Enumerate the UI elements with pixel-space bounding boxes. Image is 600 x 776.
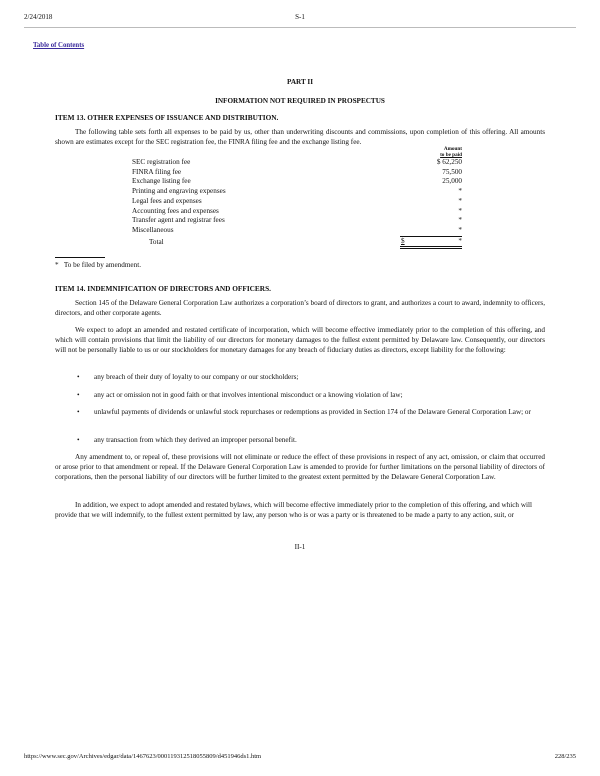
bullet-text: any act or omission not in good faith or that involves intentional misconduct or a knowing violation of law; xyxy=(94,391,403,399)
total-amount: * xyxy=(458,236,462,245)
item14-paragraph-4: In addition, we expect to adopt amended and restated bylaws, which will become effective immediately prior to the completion of this offering, and which will provide that we will indemnify, to the fullest extent permitted by law, any person who is or was a party or is threatened to be made a party to any action, suit, or xyxy=(55,501,533,519)
footnote: * To be filed by amendment. xyxy=(55,261,141,269)
table-row xyxy=(132,168,462,178)
expense-label: Exchange listing fee xyxy=(132,177,191,186)
table-row xyxy=(132,226,462,236)
expenses-table xyxy=(132,146,462,249)
bullet-icon: • xyxy=(77,391,80,399)
table-of-contents-link[interactable]: Table of Contents xyxy=(33,42,85,49)
footnote-divider xyxy=(55,257,105,258)
expense-amount: * xyxy=(458,196,462,205)
header-divider xyxy=(24,27,576,28)
expense-amount: * xyxy=(458,206,462,215)
bullet-icon: • xyxy=(77,373,80,381)
section-subtitle: INFORMATION NOT REQUIRED IN PROSPECTUS xyxy=(215,97,385,105)
item14-paragraph-1: Section 145 of the Delaware General Corporation Law authorizes a corporation’s board of directors to grant, and authorizes a court to award, indemnity to officers, directors, and other corporate agents. xyxy=(55,299,545,317)
table-row xyxy=(132,158,462,168)
part-heading: PART II xyxy=(286,78,314,86)
total-label: Total xyxy=(149,238,164,247)
expense-amount: 75,500 xyxy=(442,167,462,176)
item14-paragraph-3: Any amendment to, or repeal of, these provisions will not eliminate or reduce the effect of these provisions in respect of any act, omission, or claim that occurred or arose prior to that amendment or repeal. If the Delaware General Corporation Law is amended to provide for further limitations on the personal liability of directors of corporations, then the personal liability of our directors will be further limited to the greatest extent permitted by the Delaware General Corporation Law. xyxy=(55,453,545,481)
bullet-icon: • xyxy=(77,436,80,444)
expense-label: Miscellaneous xyxy=(132,226,174,235)
expense-label: Accounting fees and expenses xyxy=(132,206,219,215)
table-row xyxy=(132,197,462,207)
item14-paragraph-2: We expect to adopt an amended and restated certificate of incorporation, which will become effective immediately prior to the completion of this offering, and which will contain provisions that limit the liability of our directors for monetary damages to the fullest extent permitted by Delaware law. Consequently, our directors will not be personally liable to us or our stockholders for monetary damages for any breach of fiduciary duties as directors, except liability for the following: xyxy=(55,326,545,354)
expense-label: Legal fees and expenses xyxy=(132,196,202,205)
table-row-total xyxy=(132,236,462,248)
print-title: S-1 xyxy=(295,13,305,21)
expense-amount: * xyxy=(458,225,462,234)
table-row xyxy=(132,187,462,197)
expense-label: Printing and engraving expenses xyxy=(132,187,226,196)
table-row xyxy=(132,216,462,226)
bullet-text: any breach of their duty of loyalty to our company or our stockholders; xyxy=(94,373,299,381)
item13-title: ITEM 13. OTHER EXPENSES OF ISSUANCE AND DISTRIBUTION. xyxy=(55,113,279,122)
amount-column-header xyxy=(400,146,462,158)
expense-amount: 25,000 xyxy=(442,177,462,186)
item14-title: ITEM 14. INDEMNIFICATION OF DIRECTORS AND OFFICERS. xyxy=(55,284,271,293)
table-row xyxy=(132,207,462,217)
bullet-text: unlawful payments of dividends or unlawful stock repurchases or redemptions as provided in Section 174 of the Delaware General Corporation Law; or xyxy=(94,408,531,416)
header-line1: Amount xyxy=(443,146,462,152)
expense-amount: * xyxy=(458,216,462,225)
bullet-icon: • xyxy=(77,408,80,416)
print-date: 2/24/2018 xyxy=(24,13,53,21)
expense-label: FINRA filing fee xyxy=(132,167,182,176)
expense-label: SEC registration fee xyxy=(132,158,191,166)
expense-label: Transfer agent and registrar fees xyxy=(132,216,225,225)
page-number: II-1 xyxy=(294,543,306,551)
table-row xyxy=(132,177,462,187)
item13-paragraph: The following table sets forth all expenses to be paid by us, other than underwriting discounts and commissions, upon completion of this offering. All amounts shown are estimates except for the SEC registration fee, the FINRA filing fee and the exchange listing fee. xyxy=(55,128,545,146)
total-currency: $ xyxy=(401,236,405,245)
footer-url: https://www.sec.gov/Archives/edgar/data/1467623/000119312518055809/d451946ds1.htm xyxy=(24,753,262,760)
header-line2: to be paid xyxy=(440,152,462,158)
footer-page-count: 228/235 xyxy=(554,753,576,760)
expense-amount: $ 62,250 xyxy=(436,158,462,166)
expense-amount: * xyxy=(458,187,462,196)
bullet-text: any transaction from which they derived an improper personal benefit. xyxy=(94,436,297,444)
